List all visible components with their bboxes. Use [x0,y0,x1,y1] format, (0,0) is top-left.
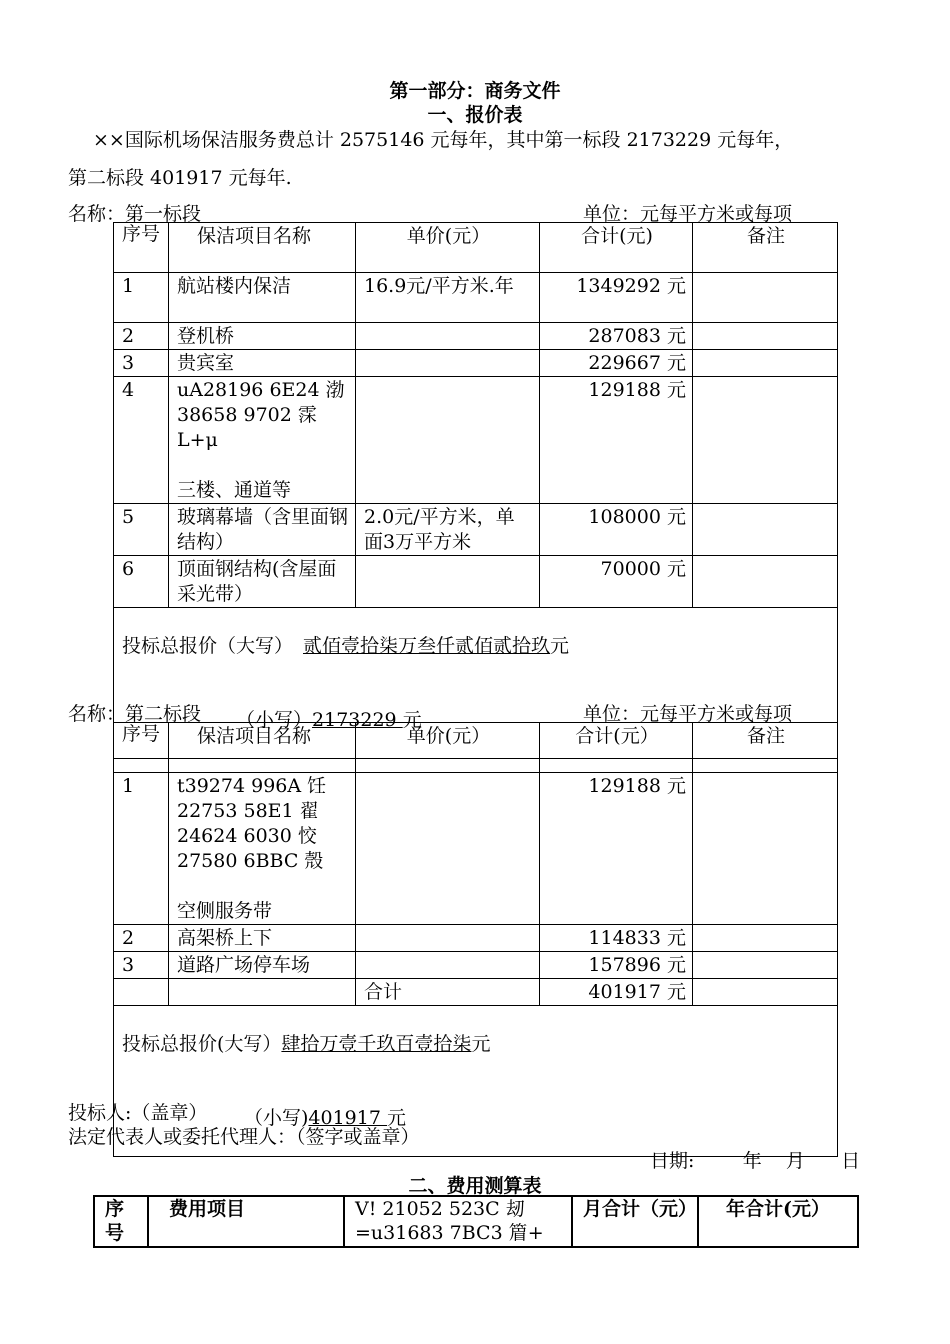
header-price: 单价(元） [356,723,540,773]
row-total: 108000 元 [540,504,693,556]
cost-header-row [94,1196,858,1247]
row-note [693,350,838,377]
header-no: 序号 [114,223,169,273]
sum-value: 401917 元 [540,979,693,1006]
table-row [114,273,838,323]
bid-lower-value: 401917 [308,1107,387,1129]
lot2-unit: 单位：元每平方米或每项 [583,703,793,725]
row-total: 287083 元 [540,323,693,350]
row-no: 4 [114,377,169,504]
lot2-header-row [114,723,838,773]
cost-header-yearly: 年合计(元） [698,1196,858,1247]
cost-header-no: 序号 [94,1196,148,1247]
representative-line: 法定代表人或委托代理人：（签字或盖章） [68,1126,420,1148]
row-note [693,952,838,979]
intro-line2: 第二标段 401917 元每年. [68,167,292,189]
row-price [356,377,540,504]
row-note [693,377,838,504]
row-no: 1 [114,773,169,925]
row-total: 129188 元 [540,773,693,925]
row-item: uA28196 6E24 渤 38658 9702 霂 L+μ 三楼、通道等 [169,377,356,504]
row-note [693,504,838,556]
cost-header-monthly: 月合计（元） [572,1196,698,1247]
row-no: 6 [114,556,169,608]
row-price [356,952,540,979]
bid-upper-value: 肆拾万壹千玖百壹拾柒 [281,1033,472,1055]
header-note: 备注 [693,223,838,273]
sum-empty-item [169,979,356,1006]
row-note [693,925,838,952]
lot1-table [113,222,838,759]
table-row [114,377,838,504]
row-item: 贵宾室 [169,350,356,377]
bid-upper-value: 贰佰壹拾柒万叁仟贰佰贰拾玖 [303,635,551,657]
row-note [693,556,838,608]
bid-upper-label: 投标总报价(大写） [122,1033,282,1055]
row-total: 1349292 元 [540,273,693,323]
lot2-sum-row [114,979,838,1006]
row-price: 2.0元/平方米，单面3万平方米 [356,504,540,556]
row-price [356,323,540,350]
header-price: 单价(元） [356,223,540,273]
lot2-table [113,722,838,1157]
row-price: 16.9元/平方米.年 [356,273,540,323]
header-total: 合计(元） [540,723,693,773]
row-item: 玻璃幕墙（含里面钢结构） [169,504,356,556]
row-price [356,925,540,952]
intro-line1: ××国际机场保洁服务费总计 2575146 元每年，其中第一标段 2173229 元每年， [93,129,794,151]
row-price [356,556,540,608]
bid-lower-unit: 元 [402,709,422,731]
section2-title: 二、费用测算表 [408,1175,542,1197]
row-total: 229667 元 [540,350,693,377]
bidder-line: 投标人:（盖章） [68,1102,208,1124]
header-total: 合计(元) [540,223,693,273]
bid-lower-unit: 元 [387,1107,407,1129]
cost-header-col3: V! 21052 523C 刼 =u31683 7BC3 篃+ [344,1196,572,1247]
cost-header-item: 费用项目 [148,1196,344,1247]
bid-upper-unit: 元 [550,635,570,657]
row-no: 2 [114,323,169,350]
table-row [114,952,838,979]
row-total: 70000 元 [540,556,693,608]
bid-lower-label: （小写） [236,709,313,731]
row-total: 114833 元 [540,925,693,952]
date-line: 日期: 年 月 日 [650,1150,861,1172]
row-no: 5 [114,504,169,556]
table-row [114,556,838,608]
sum-empty-note [693,979,838,1006]
bid-upper-unit: 元 [471,1033,491,1055]
table-row [114,504,838,556]
row-item: t39274 996A 饪 22753 58E1 翟 24624 6030 恔 27580 6BBC 殼 空侧服务带 [169,773,356,925]
row-item: 顶面钢结构(含屋面采光带） [169,556,356,608]
table-row [114,773,838,925]
lot1-unit: 单位：元每平方米或每项 [583,203,793,225]
row-item: 高架桥上下 [169,925,356,952]
row-note [693,773,838,925]
row-item: 登机桥 [169,323,356,350]
row-no: 1 [114,273,169,323]
lot1-name: 名称：第一标段 [68,203,202,225]
row-note [693,323,838,350]
table-row [114,350,838,377]
header-item: 保洁项目名称 [169,723,356,773]
table-row [114,925,838,952]
part-title: 第一部分：商务文件 [389,80,561,102]
row-price [356,773,540,925]
row-no: 2 [114,925,169,952]
section1-title: 一、报价表 [427,104,523,126]
sum-label: 合计 [356,979,540,1006]
row-item: 航站楼内保洁 [169,273,356,323]
lot1-header-row [114,223,838,273]
bid-upper-label: 投标总报价（大写） [122,635,294,657]
bid-lower-label: （小写) [244,1107,309,1129]
row-no: 3 [114,952,169,979]
header-no: 序号 [114,723,169,773]
header-note: 备注 [693,723,838,773]
row-no: 3 [114,350,169,377]
lot2-name: 名称：第二标段 [68,703,202,725]
bid-lower-value: 2173229 [312,709,403,731]
header-item: 保洁项目名称 [169,223,356,273]
row-total: 157896 元 [540,952,693,979]
sum-empty-no [114,979,169,1006]
row-note [693,273,838,323]
table-row [114,323,838,350]
row-item: 道路广场停车场 [169,952,356,979]
row-price [356,350,540,377]
cost-table [93,1195,859,1248]
row-total: 129188 元 [540,377,693,504]
